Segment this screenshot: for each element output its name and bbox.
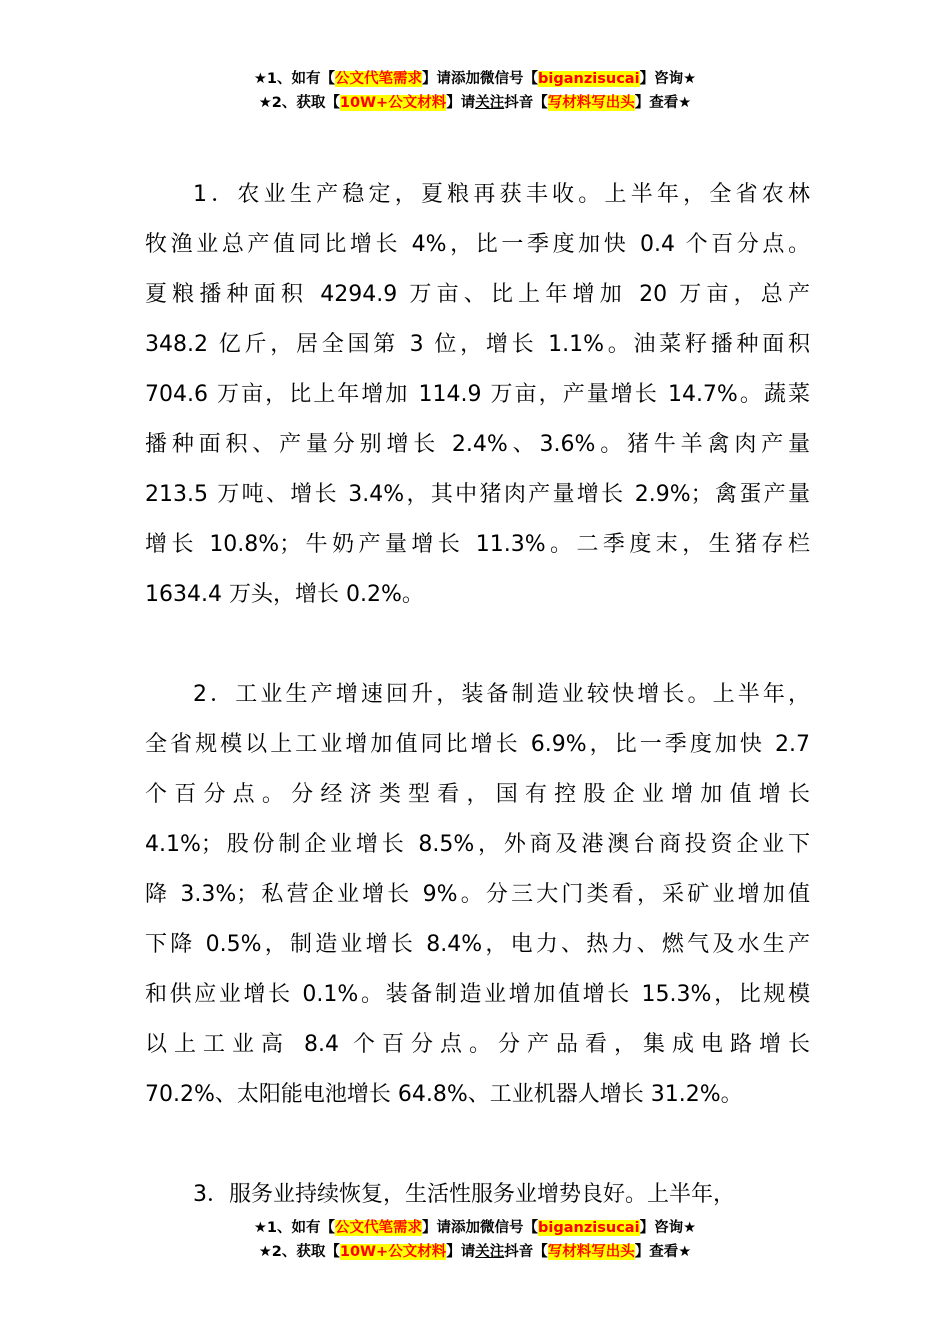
header-banner <box>0 67 950 115</box>
underlined-follow: 关注 <box>475 95 505 111</box>
highlight-douyin: 写材料写出头 <box>547 95 635 111</box>
paragraph-line: 牧渔业总产值同比增长 4%，比一季度加快 0.4 个百分点。 <box>145 232 810 257</box>
banner-line-2: ★2、获取【10W+公文材料】请关注抖音【写材料写出头】查看★ <box>258 95 692 111</box>
highlight-douyin: 写材料写出头 <box>547 1244 635 1260</box>
paragraph-line: 全省规模以上工业增加值同比增长 6.9%，比一季度加快 2.7 <box>145 732 810 757</box>
paragraph-line: 以上工业高 8.4 个百分点。分产品看，集成电路增长 <box>145 1032 810 1057</box>
paragraph-line: 个百分点。分经济类型看，国有控股企业增加值增长 <box>145 782 810 807</box>
highlight-wechat-id: biganzisucai <box>538 71 640 87</box>
paragraph-line: 播种面积、产量分别增长 2.4%、3.6%。猪牛羊禽肉产量 <box>145 432 810 457</box>
paragraph-line: 213.5 万吨、增长 3.4%，其中猪肉产量增长 2.9%；禽蛋产量 <box>145 482 810 507</box>
paragraph-line: 和供应业增长 0.1%。装备制造业增加值增长 15.3%，比规模 <box>145 982 810 1007</box>
paragraph-line: 348.2 亿斤，居全国第 3 位，增长 1.1%。油菜籽播种面积 <box>145 332 810 357</box>
highlight-service: 公文代笔需求 <box>335 71 423 87</box>
paragraph <box>145 670 810 1120</box>
paragraph-line: 2．工业生产增速回升，装备制造业较快增长。上半年， <box>193 682 810 707</box>
paragraph-line: 1634.4 万头，增长 0.2%。 <box>145 582 424 607</box>
paragraph-line: 1．农业生产稳定，夏粮再获丰收。上半年，全省农林 <box>193 182 810 207</box>
highlight-materials: 10W+公文材料 <box>339 1244 447 1260</box>
banner-line-2: ★2、获取【10W+公文材料】请关注抖音【写材料写出头】查看★ <box>258 1244 692 1260</box>
paragraph-line: 3．服务业持续恢复，生活性服务业增势良好。上半年， <box>193 1182 735 1207</box>
highlight-wechat-id: biganzisucai <box>538 1220 640 1236</box>
paragraph-line: 降 3.3%；私营企业增长 9%。分三大门类看，采矿业增加值 <box>145 882 810 907</box>
footer-banner <box>0 1216 950 1264</box>
paragraph-line: 70.2%、太阳能电池增长 64.8%、工业机器人增长 31.2%。 <box>145 1082 743 1107</box>
banner-line-1: ★1、如有【公文代笔需求】请添加微信号【biganzisucai】咨询★ <box>253 1220 697 1236</box>
document-body <box>145 170 810 1270</box>
highlight-materials: 10W+公文材料 <box>339 95 447 111</box>
paragraph-line: 704.6 万亩，比上年增加 114.9 万亩，产量增长 14.7%。蔬菜 <box>145 382 810 407</box>
paragraph-line: 下降 0.5%，制造业增长 8.4%，电力、热力、燃气及水生产 <box>145 932 810 957</box>
paragraph-line: 增长 10.8%；牛奶产量增长 11.3%。二季度末，生猪存栏 <box>145 532 810 557</box>
banner-line-1: ★1、如有【公文代笔需求】请添加微信号【biganzisucai】咨询★ <box>253 71 697 87</box>
paragraph-line: 夏粮播种面积 4294.9 万亩、比上年增加 20 万亩，总产 <box>145 282 810 307</box>
highlight-service: 公文代笔需求 <box>335 1220 423 1236</box>
paragraph <box>145 170 810 620</box>
paragraph-line: 4.1%；股份制企业增长 8.5%，外商及港澳台商投资企业下 <box>145 832 810 857</box>
paragraph <box>145 1170 810 1220</box>
underlined-follow: 关注 <box>475 1244 505 1260</box>
